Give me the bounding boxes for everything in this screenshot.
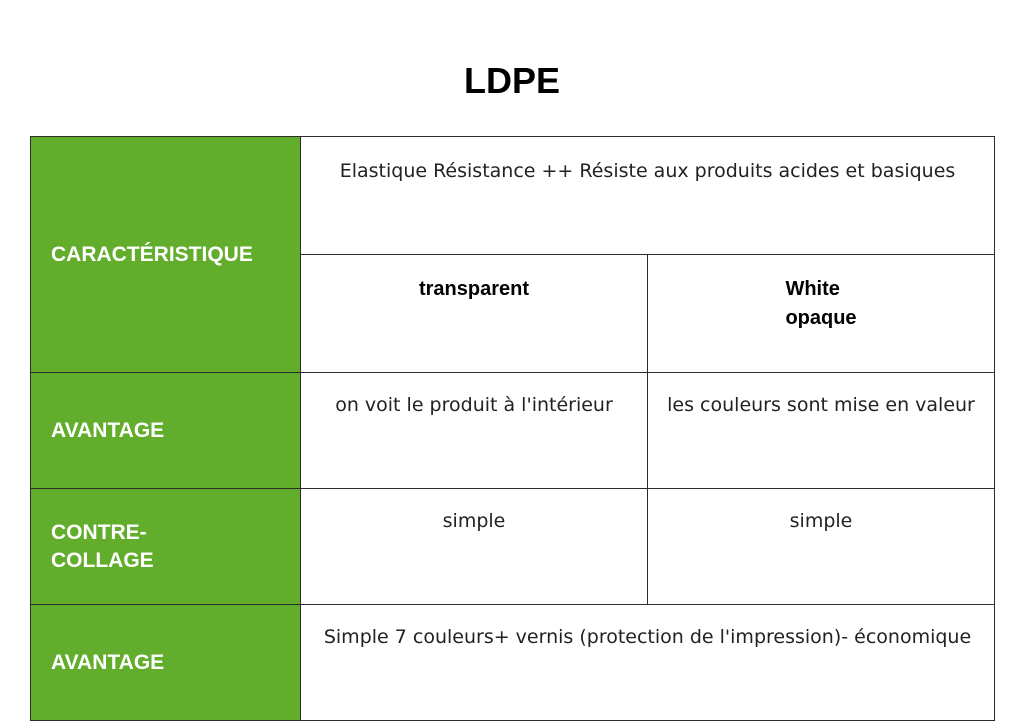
table-row [31,605,995,721]
comparison-table [30,136,995,721]
avantage-transparent: on voit le produit à l'intérieur [335,394,613,416]
option-transparent-cell [301,255,648,373]
row-label-contre-collage [31,489,301,605]
contre-collage-transparent-cell [301,489,648,605]
contre-collage-opaque: simple [789,510,853,532]
row-label-avantage-2 [31,605,301,721]
row-label-text: AVANTAGE [51,650,165,674]
row-label-caracteristique [31,137,301,373]
table-row [31,489,995,605]
option-white-opaque-cell [648,255,995,373]
option-opaque-line: opaque [785,307,857,329]
option-white-line: White [785,278,840,300]
avantage-transparent-cell [301,373,648,489]
contre-collage-transparent: simple [442,510,506,532]
avantage-opaque: les couleurs sont mise en valeur [667,394,975,416]
page-title: LDPE [463,60,560,101]
table-row [31,137,995,255]
contre-collage-opaque-cell [648,489,995,605]
row-label-text: CONTRE- [51,520,147,544]
caracteristique-description: Elastique Résistance ++ Résiste aux produits acides et basiques [339,160,956,182]
avantage-2-description: Simple 7 couleurs+ vernis (protection de l'impression)- économique [323,626,972,648]
caracteristique-description-cell [301,137,995,255]
avantage-2-description-cell [301,605,995,721]
row-label-avantage [31,373,301,489]
avantage-opaque-cell [648,373,995,489]
row-label-text: CARACTÉRISTIQUE [51,242,253,266]
option-white-opaque [785,275,856,333]
row-label-text: COLLAGE [51,548,154,572]
option-transparent: transparent [418,278,530,300]
table-row [31,373,995,489]
row-label-text: AVANTAGE [51,418,165,442]
